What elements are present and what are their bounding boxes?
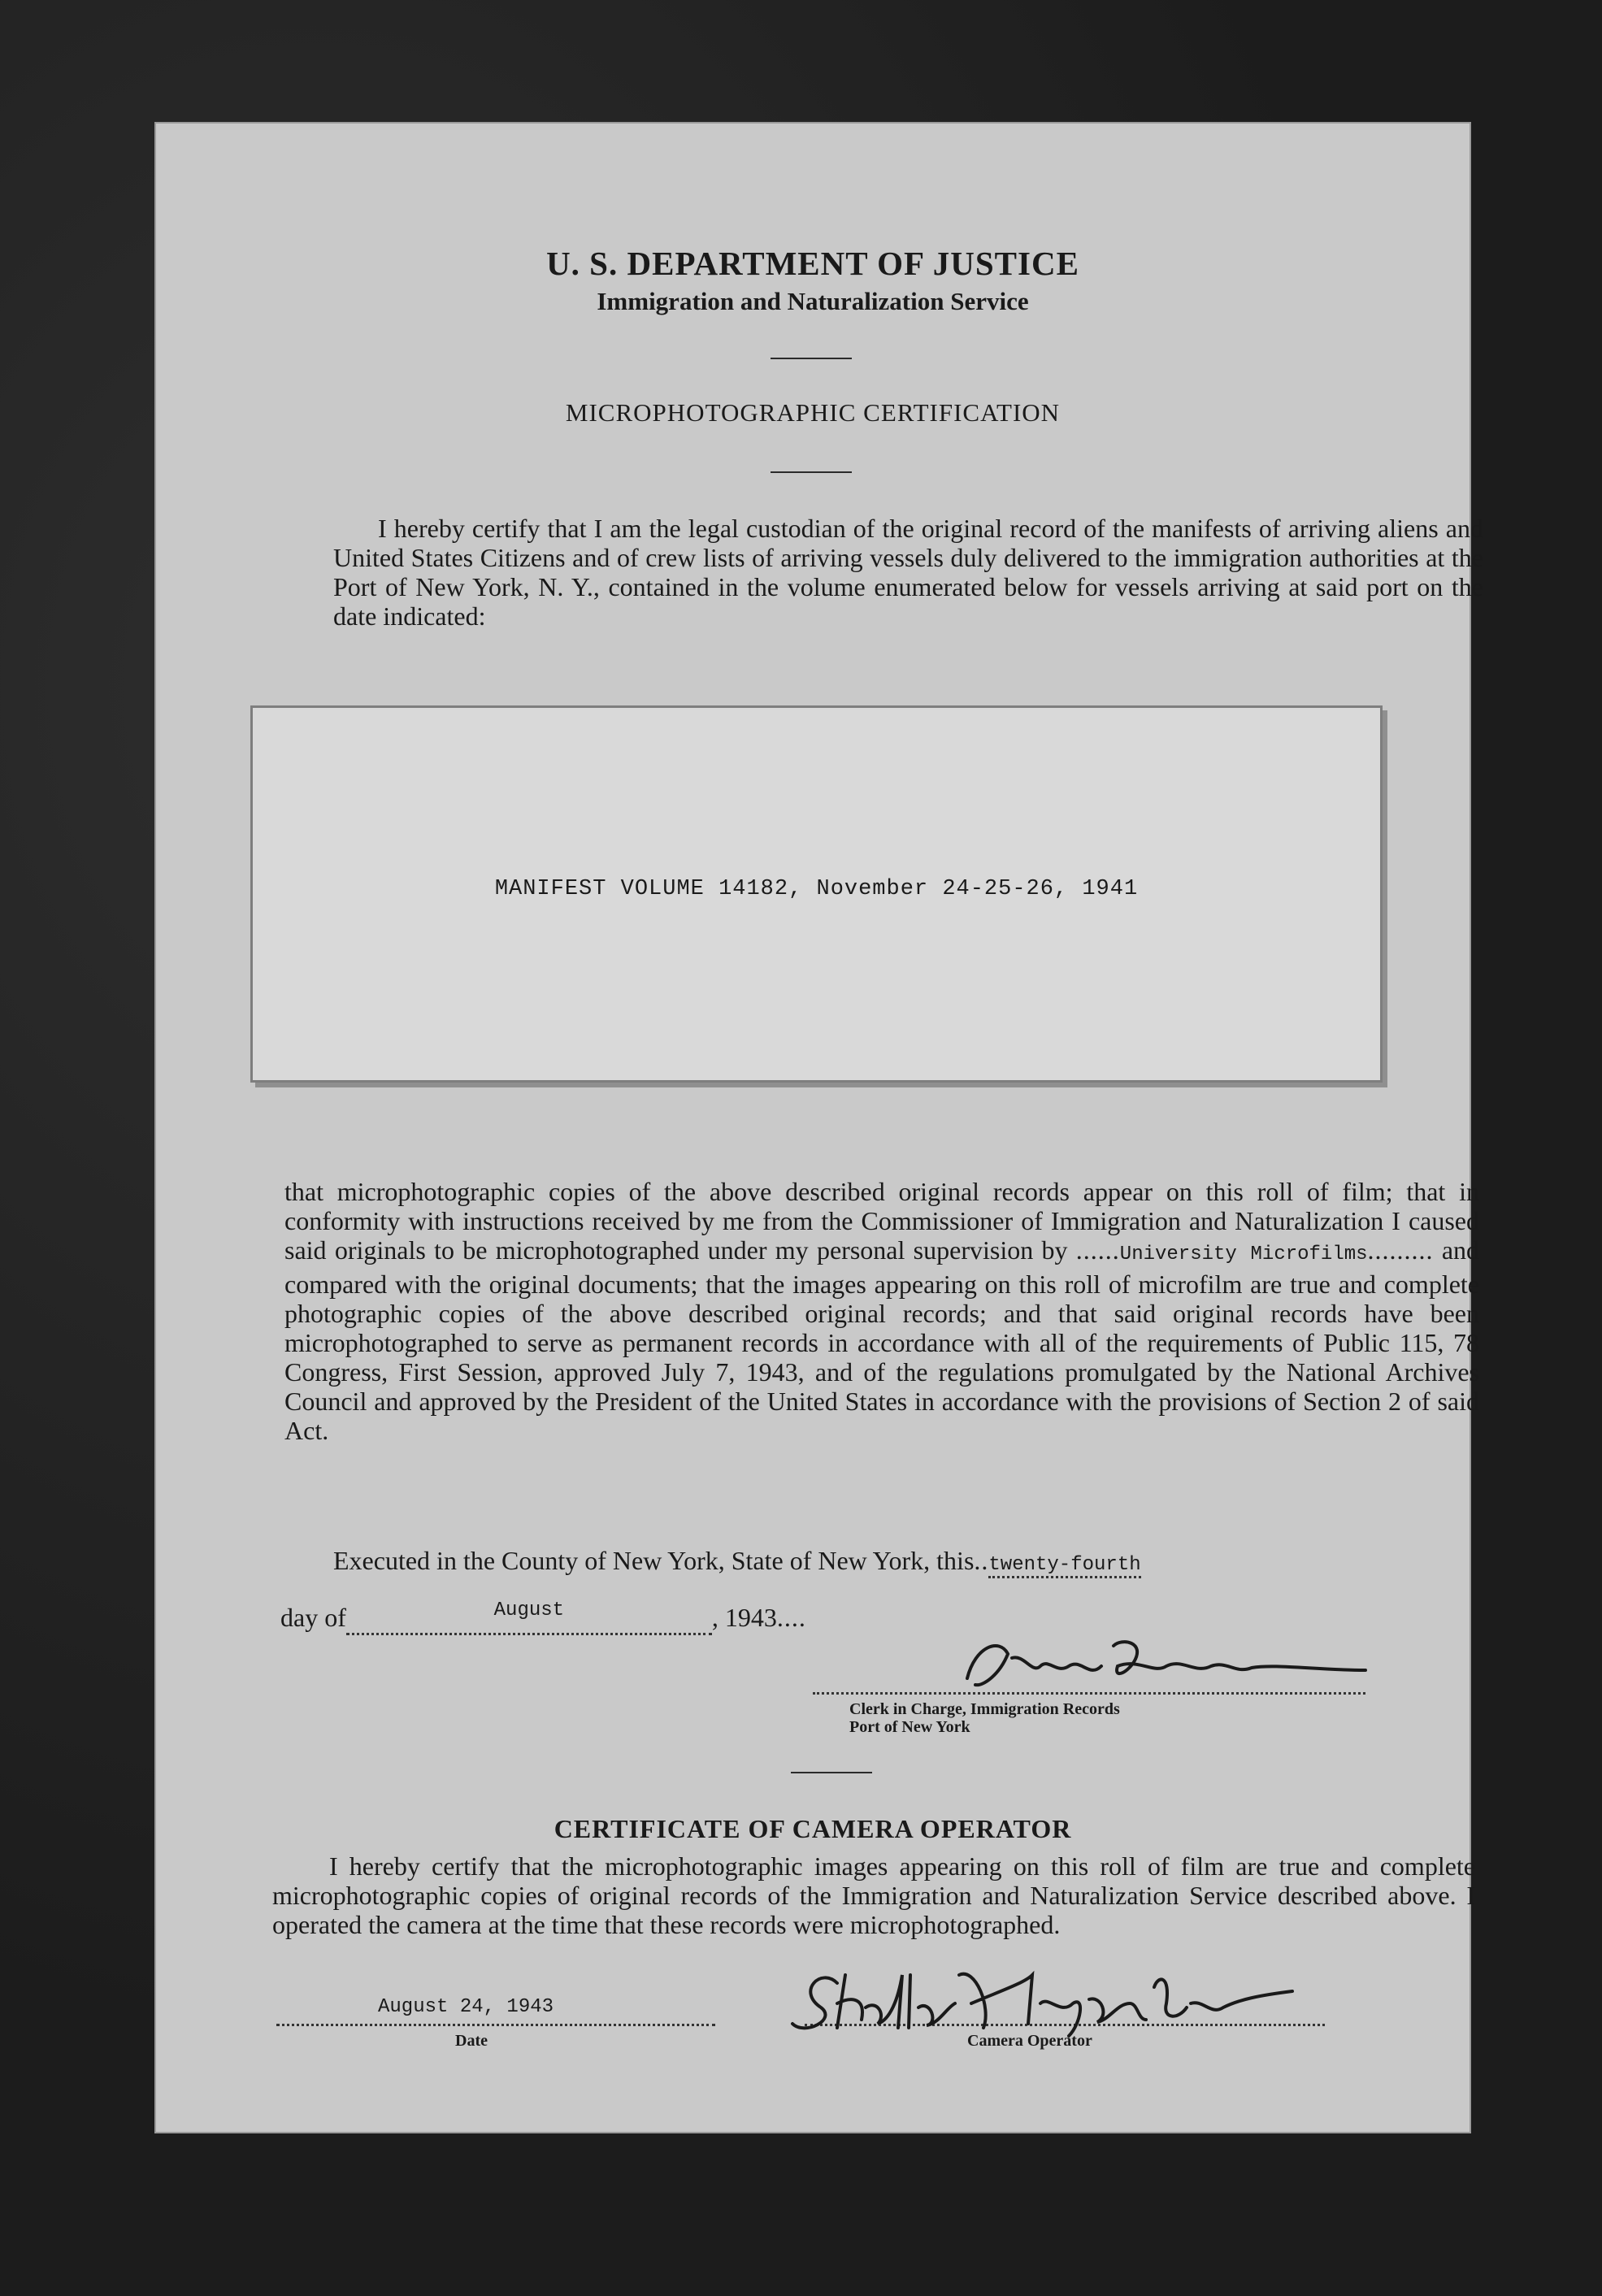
manifest-volume-label: MANIFEST VOLUME 14182, November 24-25-26, 1941 — [494, 877, 1139, 901]
filmed-by-value: University Microfilms — [1119, 1243, 1368, 1265]
agency-heading: U. S. DEPARTMENT OF JUSTICE — [546, 245, 1079, 282]
divider — [771, 358, 852, 359]
camera-operator-title: CERTIFICATE OF CAMERA OPERATOR — [554, 1814, 1072, 1843]
custodian-paragraph: I hereby certify that I am the legal custodian of the original record of the manifests of arriving aliens and United States Citizens and of crew lists of arriving vessels duly delivered to the immigration authorities at the Port of New York, N. Y., contained in the volume enumerated below for vessels arriving at said port on the date indicated: — [333, 514, 1483, 631]
date-label: Date — [455, 2032, 488, 2050]
camera-operator-label: Camera Operator — [967, 2032, 1092, 2050]
day-of-line: day of $^{August}$ , 1943.... — [280, 1603, 806, 1635]
date-line — [276, 2024, 715, 2026]
executed-line: Executed in the County of New York, State of New York, this..twenty-fourth — [333, 1546, 1141, 1576]
service-subheading: Immigration and Naturalization Service — [597, 287, 1029, 315]
manifest-volume-slip — [250, 705, 1383, 1083]
clerk-title: Clerk in Charge, Immigration Records Port of New York — [849, 1700, 1120, 1736]
divider — [771, 471, 852, 473]
camera-date-value: August 24, 1943 — [378, 1996, 554, 2018]
divider — [791, 1772, 872, 1773]
executed-day-value: twenty-fourth — [988, 1554, 1140, 1578]
clerk-signature — [951, 1630, 1374, 1703]
certificate-page — [154, 122, 1483, 2133]
certification-title: MICROPHOTOGRAPHIC CERTIFICATION — [565, 398, 1061, 427]
copies-paragraph: that microphotographic copies of the above described original records appear on this roll of film; that in conformity with instructions received by me from the Commissioner of Immigration and Naturalization I caused said originals to be microphotographed under my personal supervision by ......University Microfilms......... and compared with the original documents; that the images appearing on this roll of microfilm are true and complete photographic copies of the above described original records; and that said original records have been microphotographed to serve as permanent records in accordance with all of the requirements of Public 115, 78 Congress, First Session, approved July 7, 1943, and of the regulations promulgated by the National Archives Council and approved by the President of the United States in accordance with the provisions of Section 2 of said Act. — [284, 1177, 1480, 1445]
camera-operator-paragraph: I hereby certify that the microphotographic images appearing on this roll of film are true and complete microphotographic copies of original records of the Immigration and Naturalization Service described above. I operated the camera at the time that these records were microphotographed. — [272, 1851, 1475, 1939]
executed-month-value: August — [493, 1599, 565, 1621]
